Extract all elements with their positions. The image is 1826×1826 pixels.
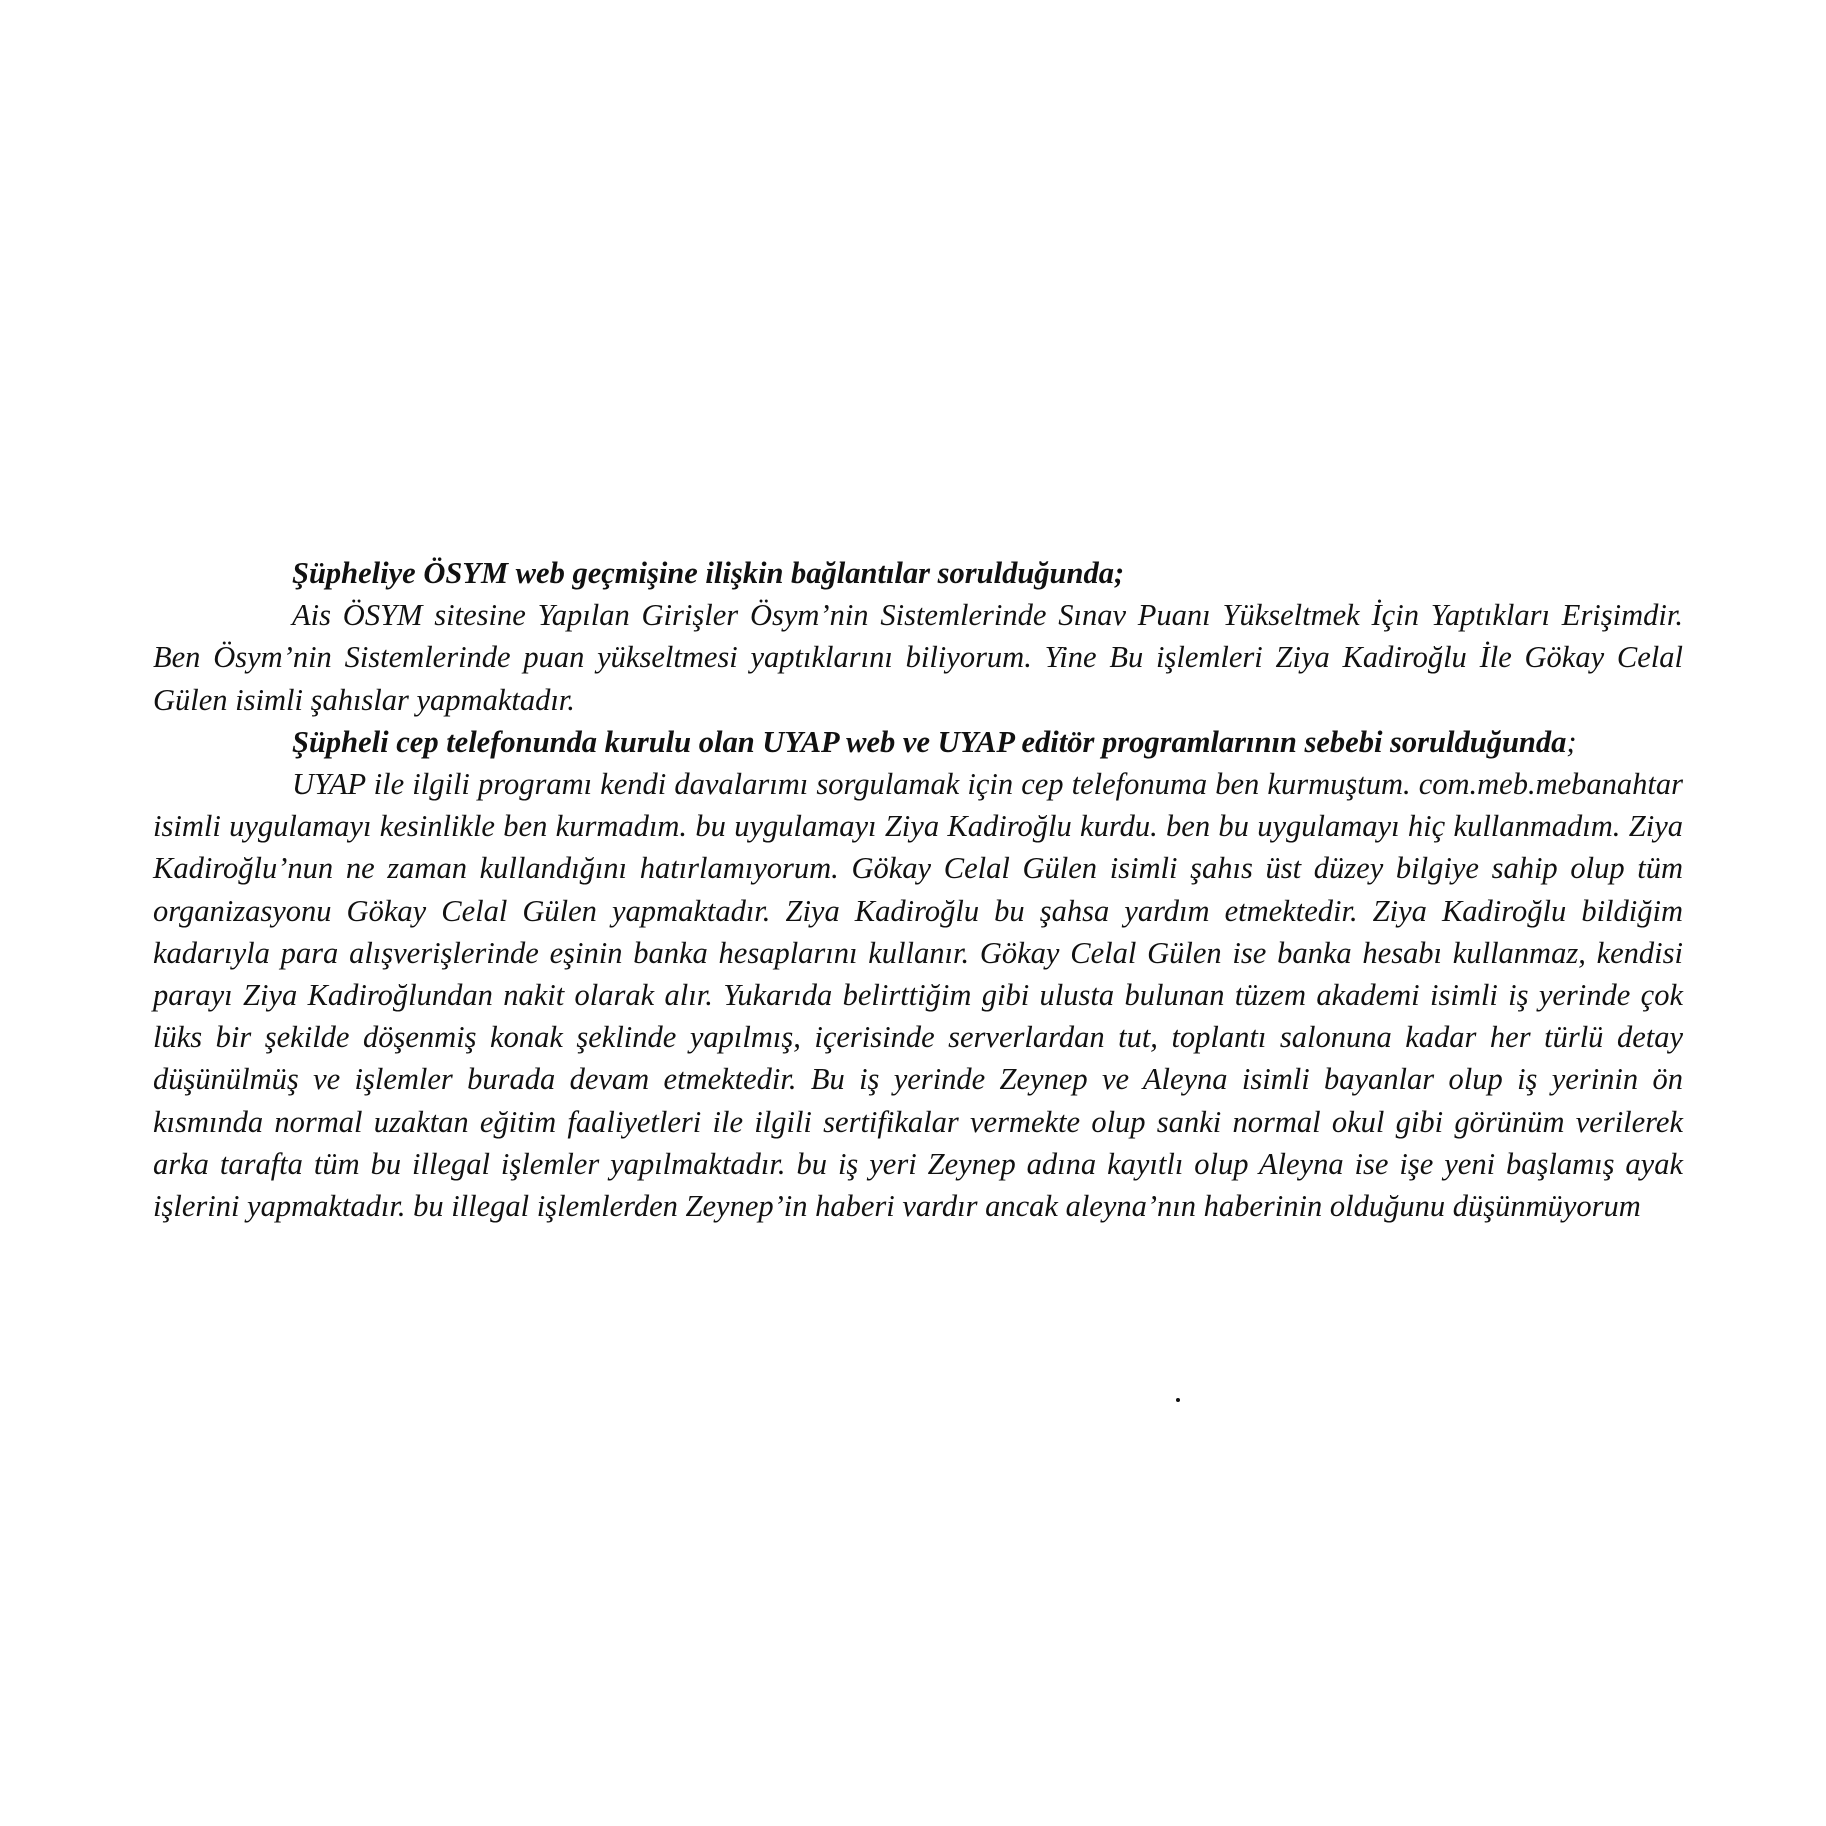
answer-uyap-programs: UYAP ile ilgili programı kendi davalarımı sorgulamak için cep telefonuma ben kurmuştum. com.meb.mebanahtar isimli uygulamayı kesinlikle ben kurmadım. bu uygulamayı Ziya Kadiroğlu kurdu. ben bu uygulamayı hiç kullanmadım. Ziya Kadiroğlu’nun ne zaman kullandığını hatırlamıyorum. Gökay Celal Gülen isimli şahıs üst düzey bilgiye sahip olup tüm organizasyonu Gökay Celal Gülen yapmaktadır. Ziya Kadiroğlu bu şahsa yardım etmektedir. Ziya Kadiroğlu bildiğim kadarıyla para alışverişlerinde eşinin banka hesaplarını kullanır. Gökay Celal Gülen ise banka hesabı kullanmaz, kendisi parayı Ziya Kadiroğlundan nakit olarak alır. Yukarıda belirttiğim gibi ulusta bulunan tüzem akademi isimli iş yerinde çok lüks bir şekilde döşenmiş konak şeklinde yapılmış, içerisinde serverlardan tut, toplantı salonuna kadar her türlü detay düşünülmüş ve işlemler burada devam etmektedir. Bu iş yerinde Zeynep ve Aleyna isimli bayanlar olup iş yerinin ön kısmında normal uzaktan eğitim faaliyetleri ile ilgili sertifikalar vermekte olup sanki normal okul gibi görünüm verilerek arka tarafta tüm bu illegal işlemler yapılmaktadır. bu iş yeri Zeynep adına kayıtlı olup Aleyna ise işe yeni başlamış ayak işlerini yapmaktadır. bu illegal işlemlerden Zeynep’in haberi vardır ancak aleyna’nın haberinin olduğunu düşünmüyorum xyxy=(153,767,1683,1224)
question-uyap-programs-semicolon: ; xyxy=(1566,724,1577,759)
stray-dot-mark xyxy=(1176,1398,1180,1402)
answer-osym-web-history: Ais ÖSYM sitesine Yapılan Girişler Ösym’nin Sistemlerinde Sınav Puanı Yükseltmek İçin Yaptıkları Erişimdir. Ben Ösym’nin Sistemlerinde puan yükseltmesi yaptıklarını biliyorum. Yine Bu işlemleri Ziya Kadiroğlu İle Gökay Celal Gülen isimli şahıslar yapmaktadır. xyxy=(153,598,1683,717)
document-body xyxy=(153,552,1683,1227)
question-uyap-programs-text: Şüpheli cep telefonunda kurulu olan UYAP web ve UYAP editör programlarının sebebi sorulduğunda xyxy=(292,724,1567,759)
question-osym-web-history: Şüpheliye ÖSYM web geçmişine ilişkin bağlantılar sorulduğunda; xyxy=(292,556,1125,590)
question-uyap-programs xyxy=(153,721,1683,763)
